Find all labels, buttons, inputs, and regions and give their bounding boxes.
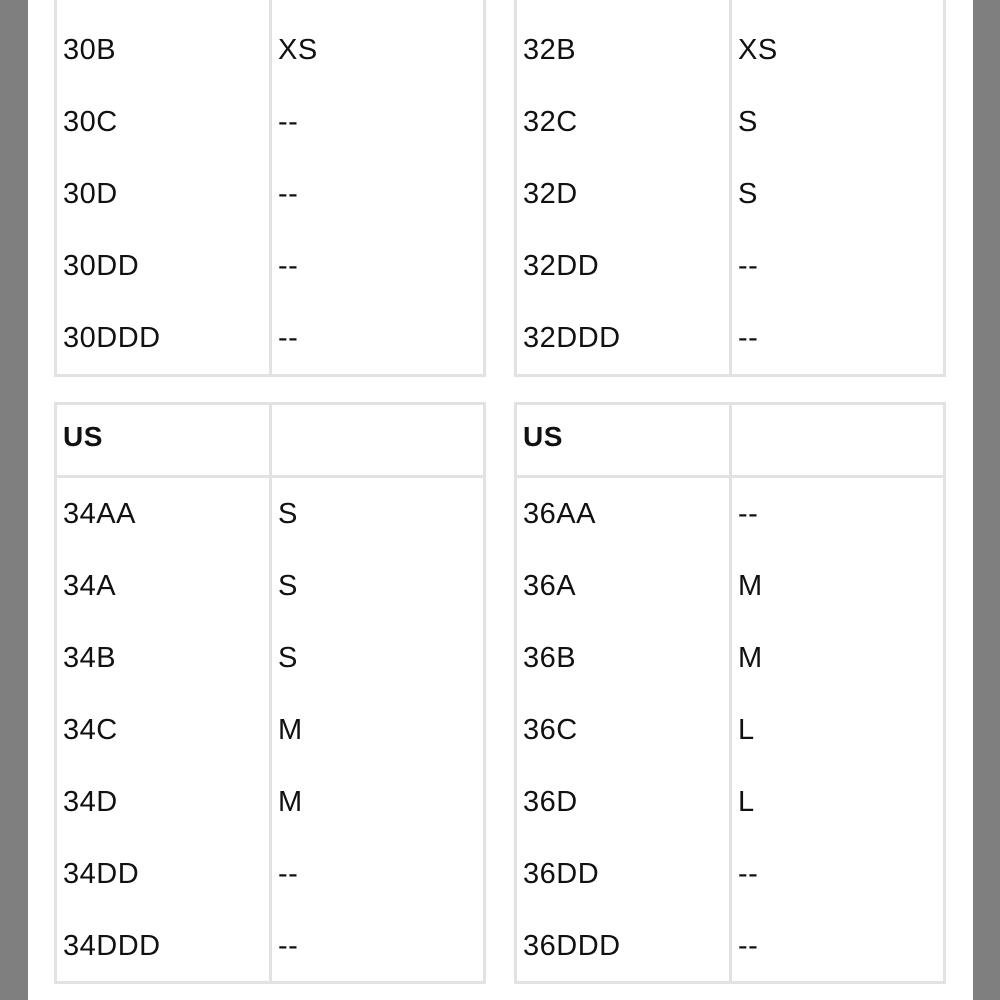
fit-size-cell: M — [278, 714, 303, 746]
fit-size-cell: -- — [738, 498, 759, 530]
table-row — [517, 622, 943, 694]
us-size-cell: 36DD — [523, 858, 600, 890]
us-size-cell: 36C — [523, 714, 578, 746]
us-size-cell: 34DD — [63, 858, 140, 890]
table-row — [517, 86, 943, 158]
fit-size-cell: S — [738, 106, 758, 138]
fit-size-cell: -- — [278, 858, 299, 890]
table-row — [57, 766, 483, 838]
us-size-cell: 36A — [523, 570, 577, 602]
table-row — [517, 766, 943, 838]
size-table-30 — [54, 0, 486, 377]
table-row — [517, 14, 943, 86]
us-size-cell: 32C — [523, 106, 578, 138]
us-size-cell: 34DDD — [63, 930, 161, 962]
fit-size-cell: M — [738, 642, 763, 674]
us-size-cell: 30DD — [63, 250, 140, 282]
us-size-cell: 32DDD — [523, 322, 621, 354]
table-row — [517, 694, 943, 766]
us-size-cell: 32D — [523, 178, 578, 210]
fit-size-cell: XS — [738, 34, 778, 66]
us-size-cell: 32B — [523, 34, 577, 66]
fit-size-cell: S — [738, 178, 758, 210]
fit-size-cell: -- — [278, 250, 299, 282]
us-size-cell: 36AA — [523, 498, 596, 530]
size-chart-page — [28, 0, 973, 1000]
us-size-cell: 34A — [63, 570, 117, 602]
fit-size-cell: -- — [738, 250, 759, 282]
table-row — [517, 302, 943, 374]
size-table-34 — [54, 402, 486, 984]
fit-size-cell: -- — [738, 322, 759, 354]
fit-size-cell: S — [278, 498, 298, 530]
us-size-cell: 32DD — [523, 250, 600, 282]
us-size-cell: 30D — [63, 178, 118, 210]
fit-size-cell: -- — [278, 322, 299, 354]
table-header-row — [517, 401, 943, 473]
us-size-cell: 34B — [63, 642, 117, 674]
table-header-label: US — [63, 421, 103, 452]
table-row — [57, 158, 483, 230]
fit-size-cell: XS — [278, 34, 318, 66]
fit-size-cell: L — [738, 714, 755, 746]
us-size-cell: 34AA — [63, 498, 136, 530]
us-size-cell: 36DDD — [523, 930, 621, 962]
us-size-cell: 30B — [63, 34, 117, 66]
us-size-cell: 30C — [63, 106, 118, 138]
fit-size-cell: M — [738, 570, 763, 602]
fit-size-cell: L — [738, 786, 755, 818]
fit-size-cell: -- — [738, 930, 759, 962]
table-row — [57, 694, 483, 766]
table-row — [57, 838, 483, 910]
table-row — [57, 302, 483, 374]
fit-size-cell: S — [278, 642, 298, 674]
table-row — [517, 158, 943, 230]
table-row — [57, 478, 483, 550]
table-row — [57, 86, 483, 158]
us-size-cell: 30DDD — [63, 322, 161, 354]
fit-size-cell: -- — [738, 858, 759, 890]
table-row — [517, 910, 943, 982]
table-row — [57, 910, 483, 982]
table-row — [517, 550, 943, 622]
table-header-label: US — [523, 421, 563, 452]
table-row — [57, 622, 483, 694]
table-row — [57, 550, 483, 622]
size-table-36 — [514, 402, 946, 984]
fit-size-cell: -- — [278, 178, 299, 210]
us-size-cell: 36B — [523, 642, 577, 674]
fit-size-cell: M — [278, 786, 303, 818]
fit-size-cell: -- — [278, 930, 299, 962]
table-row — [517, 838, 943, 910]
table-row — [517, 230, 943, 302]
table-row — [57, 14, 483, 86]
table-row — [57, 230, 483, 302]
fit-size-cell: -- — [278, 106, 299, 138]
size-table-32 — [514, 0, 946, 377]
us-size-cell: 34C — [63, 714, 118, 746]
table-header-row — [57, 401, 483, 473]
us-size-cell: 34D — [63, 786, 118, 818]
table-row — [517, 478, 943, 550]
us-size-cell: 36D — [523, 786, 578, 818]
fit-size-cell: S — [278, 570, 298, 602]
